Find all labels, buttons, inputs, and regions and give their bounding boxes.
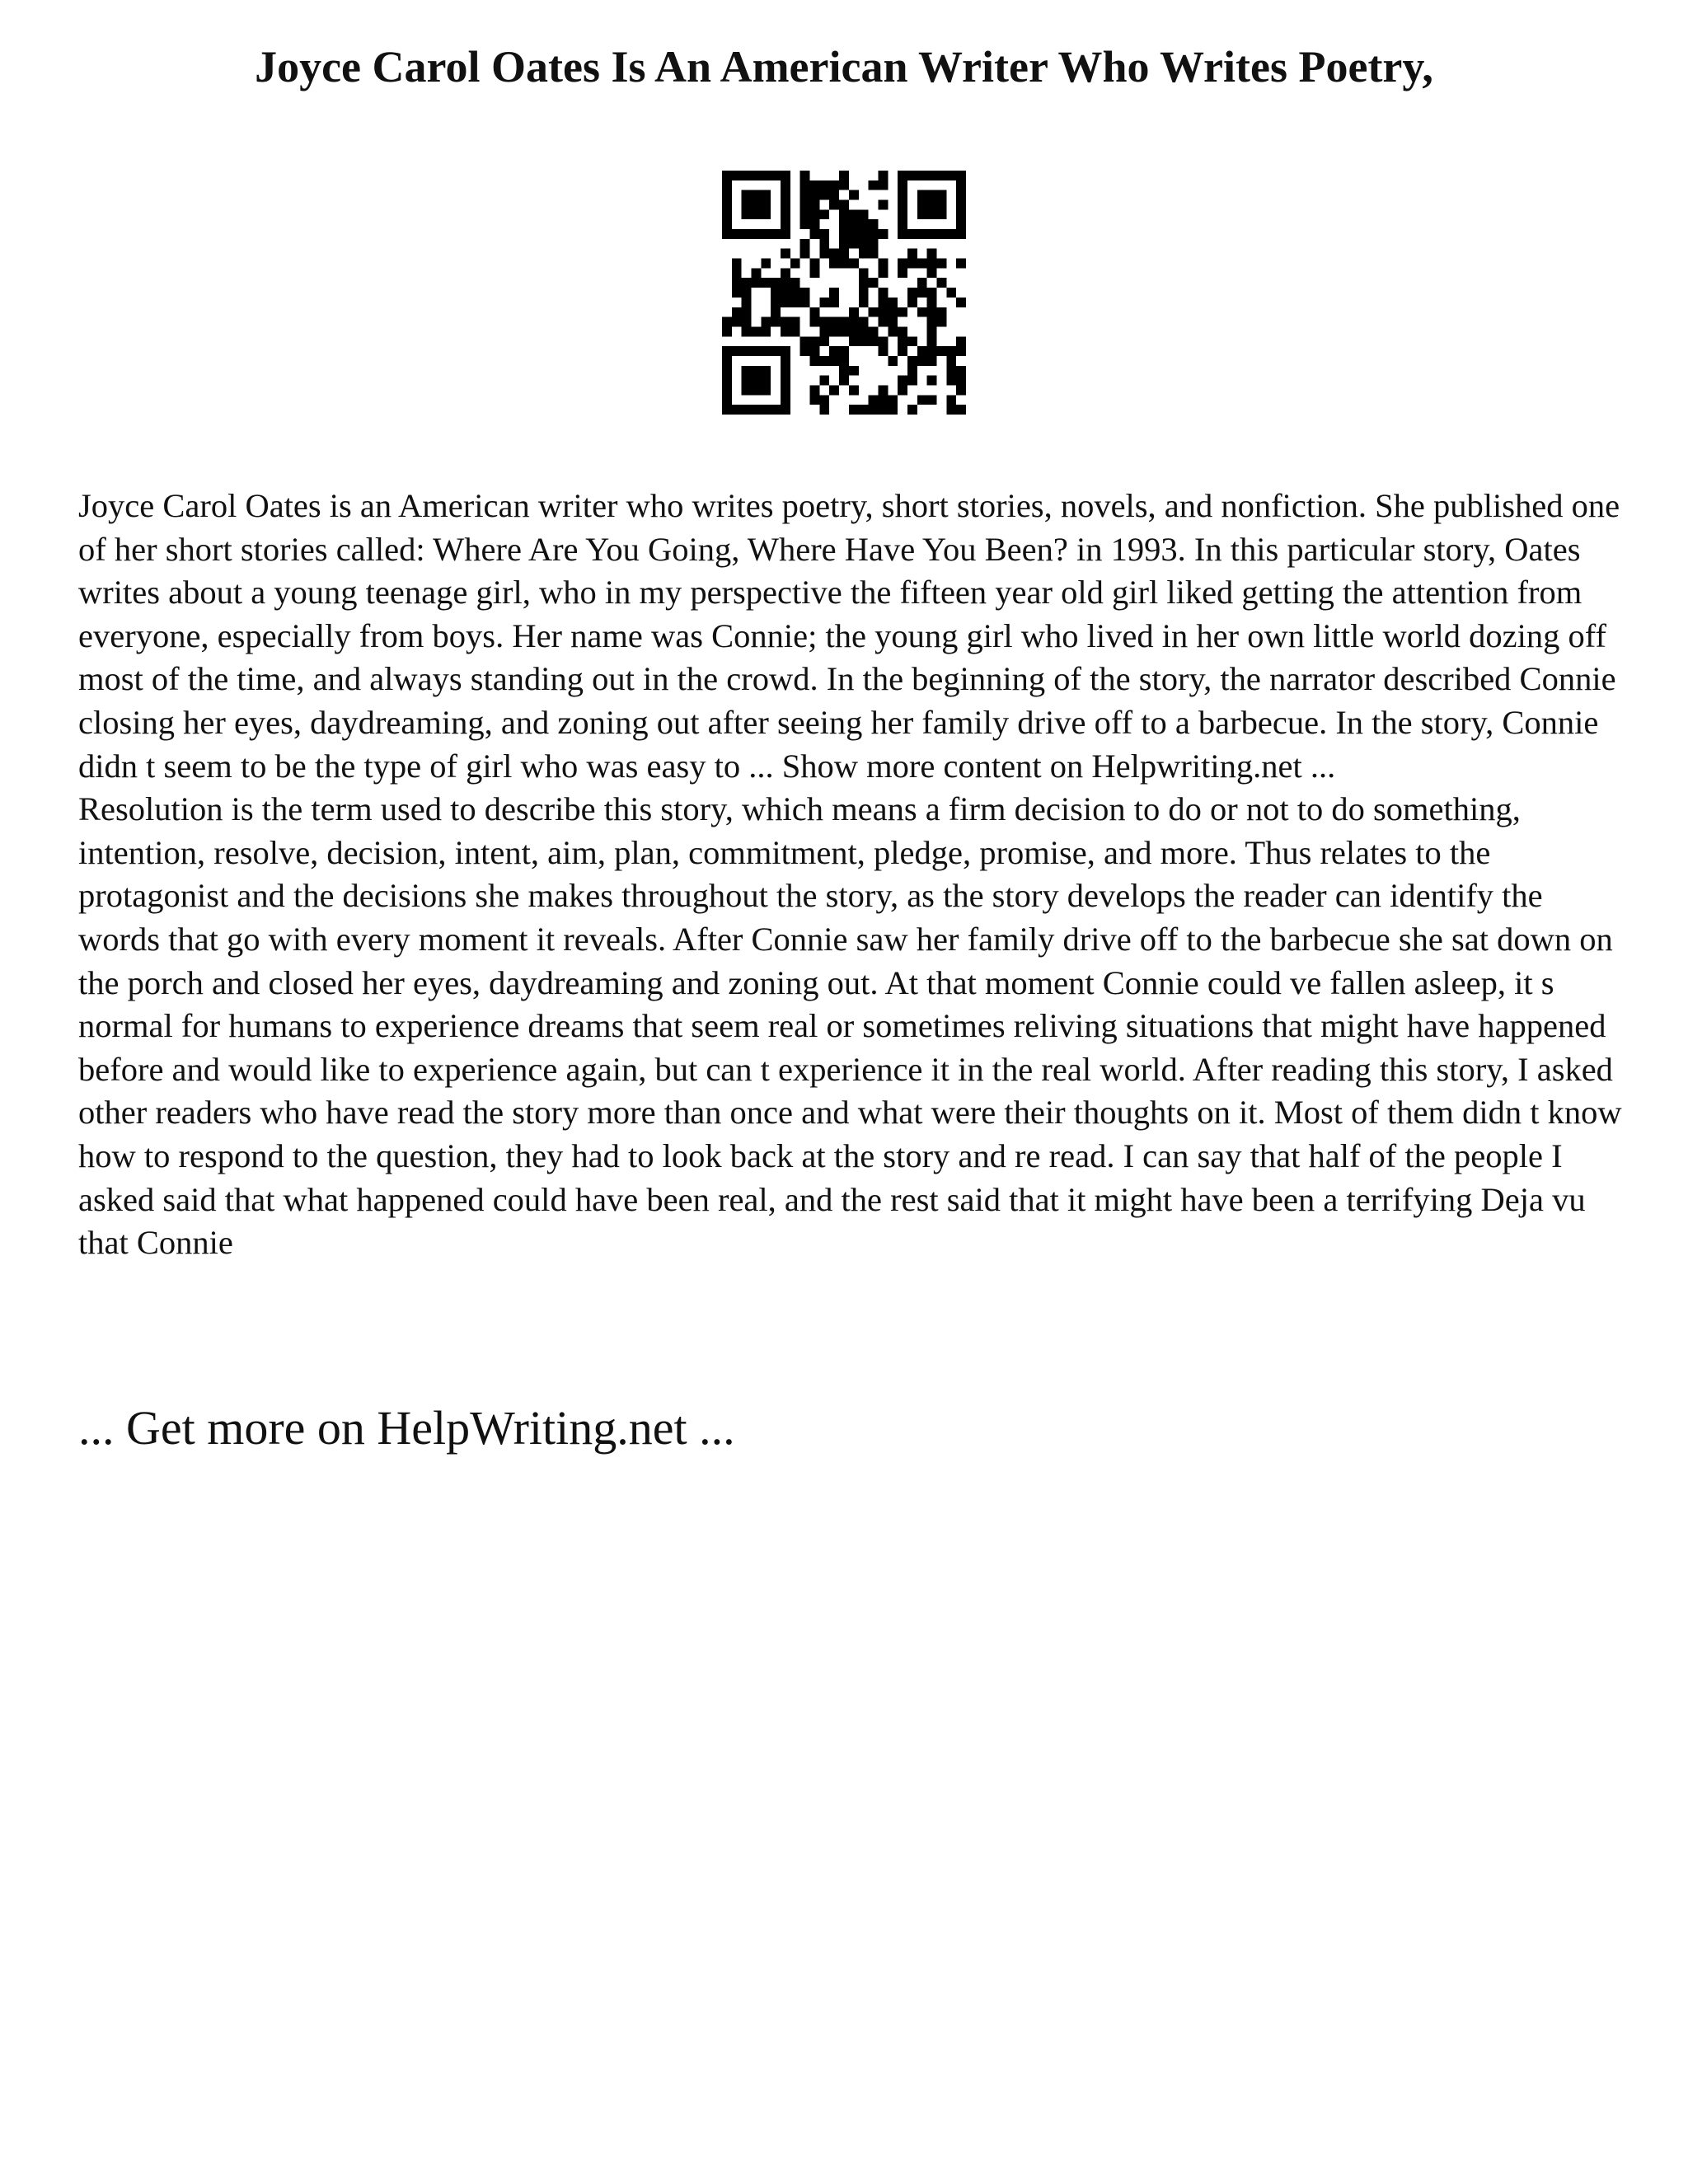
paragraph-1: Joyce Carol Oates is an American writer who writes poetry, short stories, novels, and nonfiction. She published one of her short stories called: Where Are You Going, Where Have You Been? in 1993. In this particular story, Oates writes about a young teenage girl, who in my perspective the fifteen year old girl liked getting the attention from everyone, especially from boys. Her name was Connie; the young girl who lived in her own little world dozing off most of the time, and always standing out in the crowd. In the beginning of the story, the narrator described Connie closing her eyes, daydreaming, and zoning out after seeing her family drive off to a barbecue. In the story, Connie didn t seem to be the type of girl who was easy to ... Show more content on Helpwriting.net ... <box>78 487 1620 785</box>
qr-code-icon <box>722 171 966 415</box>
get-more-link[interactable]: ... Get more on HelpWriting.net ... <box>78 1401 735 1455</box>
document-title: Joyce Carol Oates Is An American Writer Who Writes Poetry, <box>255 42 1433 91</box>
paragraph-2: Resolution is the term used to describe this story, which means a firm decision to do or not to do something, intention, resolve, decision, intent, aim, plan, commitment, pledge, promise, and more. Thus relates to the protagonist and the decisions she makes throughout the story, as the story develops the reader can identify the words that go with every moment it reveals. After Connie saw her family drive off to the barbecue she sat down on the porch and closed her eyes, daydreaming and zoning out. At that moment Connie could ve fallen asleep, it s normal for humans to experience dreams that seem real or sometimes reliving situations that might have happened before and would like to experience again, but can t experience it in the real world. After reading this story, I asked other readers who have read the story more than once and what were their thoughts on it. Most of them didn t know how to respond to the question, they had to look back at the story and re read. I can say that half of the people I asked said that what happened could have been real, and the rest said that it might have been a terrifying Deja vu that Connie <box>78 790 1622 1262</box>
article-body <box>78 485 1628 1265</box>
